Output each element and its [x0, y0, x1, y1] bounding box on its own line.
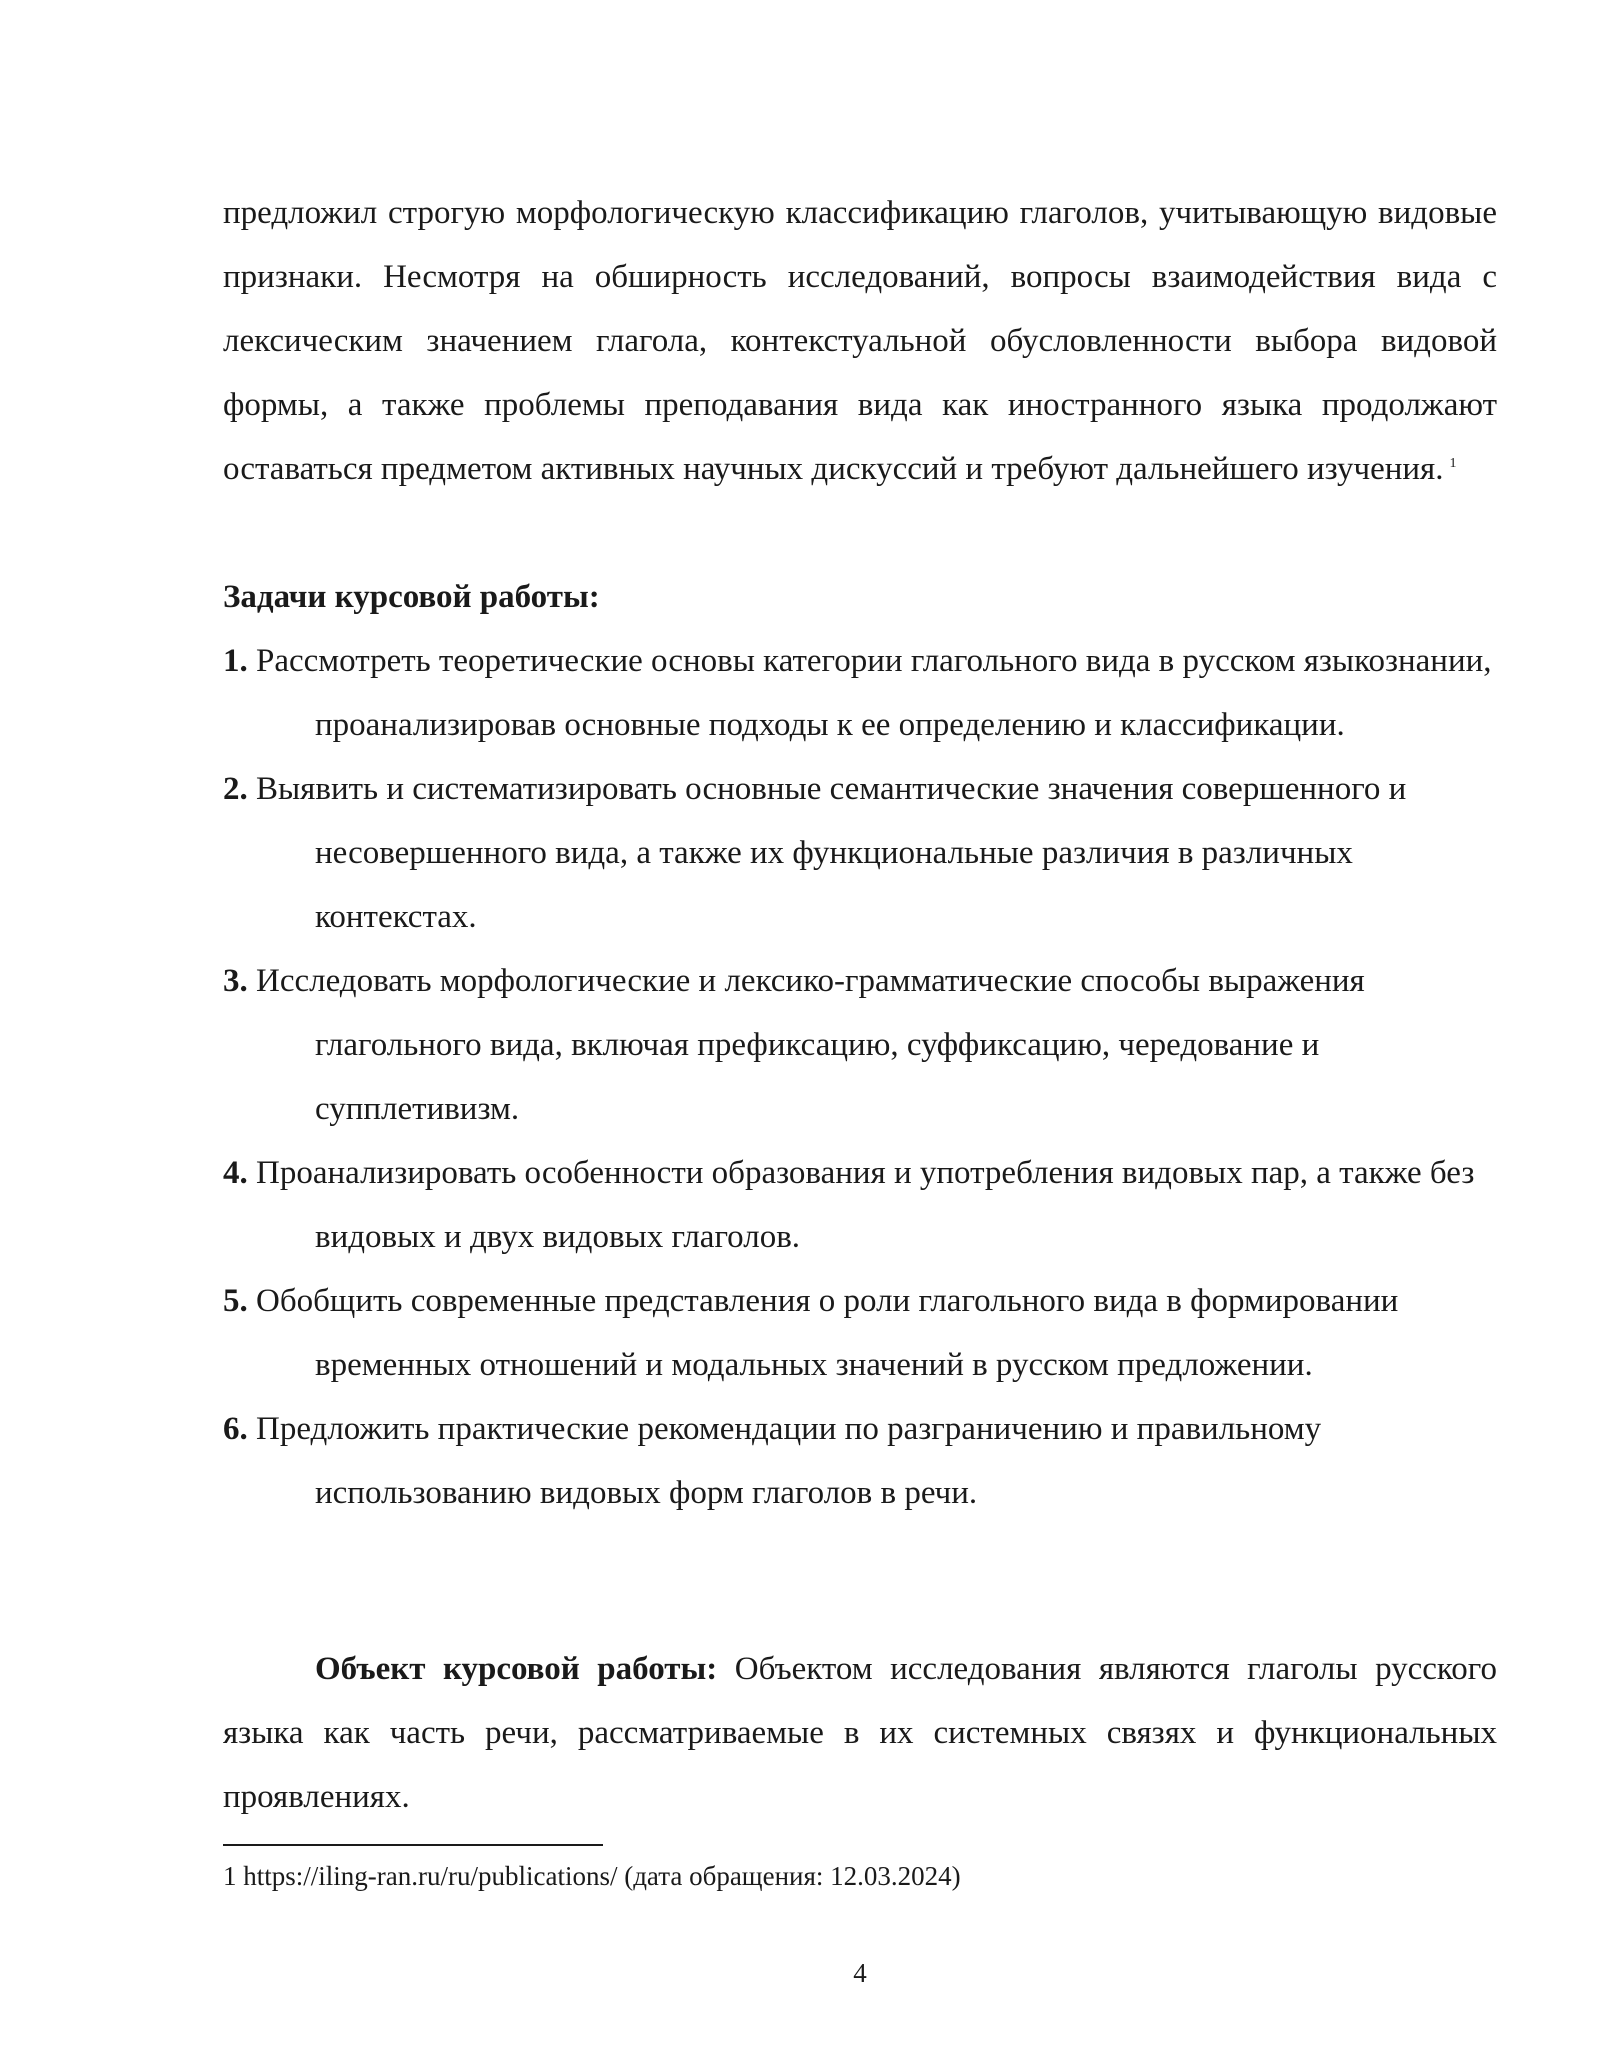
object-label: Объект курсовой работы: — [315, 1651, 718, 1687]
task-text: Предложить практические рекомендации по разграничению и правильному использованию видовых форм глаголов в речи. — [256, 1411, 1322, 1511]
footnote-separator — [223, 1844, 603, 1846]
intro-text: предложил строгую морфологическую классификацию глаголов, учитывающую видовые признаки. Несмотря на обширность исследований, вопросы взаимодействия вида с лексическим значением глагола, контекстуальной обусловленности выбора видовой формы, а также проблемы преподавания вида как иностранного языка продолжают оставаться предметом активных научных дискуссий и требуют дальнейшего изучения. — [223, 195, 1497, 487]
object-paragraph — [223, 1637, 1497, 1829]
footnote: 1 https://iling-ran.ru/ru/publications/ (дата обращения: 12.03.2024) — [223, 1861, 961, 1891]
task-text: Выявить и систематизировать основные семантические значения совершенного и несовершенного вида, а также их функциональные различия в различных контекстах. — [256, 771, 1407, 935]
task-number: 6. — [223, 1411, 248, 1447]
task-number: 1. — [223, 643, 248, 679]
footnote-reference: 1 — [1449, 456, 1457, 471]
object-text: Объектом исследования являются глаголы русского языка как часть речи, рассматриваемые в их системных связях и функциональных проявлениях. — [223, 1651, 1498, 1815]
tasks-list — [223, 629, 1497, 1525]
page-number: 4 — [853, 1958, 867, 1988]
list-item — [223, 1397, 1497, 1525]
list-item — [223, 1269, 1497, 1397]
task-text: Исследовать морфологические и лексико-грамматические способы выражения глагольного вида, включая префиксацию, суффиксацию, чередование и супплетивизм. — [256, 963, 1365, 1127]
list-item — [223, 629, 1497, 757]
tasks-heading: Задачи курсовой работы: — [223, 579, 600, 615]
list-item — [223, 757, 1497, 949]
task-text: Рассмотреть теоретические основы категории глагольного вида в русском языкознании, проанализировав основные подходы к ее определению и классификации. — [256, 643, 1492, 743]
task-number: 5. — [223, 1283, 248, 1319]
task-text: Проанализировать особенности образования и употребления видовых пар, а также без видовых и двух видовых глаголов. — [256, 1155, 1475, 1255]
task-number: 2. — [223, 771, 248, 807]
task-number: 4. — [223, 1155, 248, 1191]
intro-paragraph — [223, 181, 1497, 501]
task-number: 3. — [223, 963, 248, 999]
list-item — [223, 1141, 1497, 1269]
list-item — [223, 949, 1497, 1141]
task-text: Обобщить современные представления о роли глагольного вида в формировании временных отношений и модальных значений в русском предложении. — [256, 1283, 1399, 1383]
